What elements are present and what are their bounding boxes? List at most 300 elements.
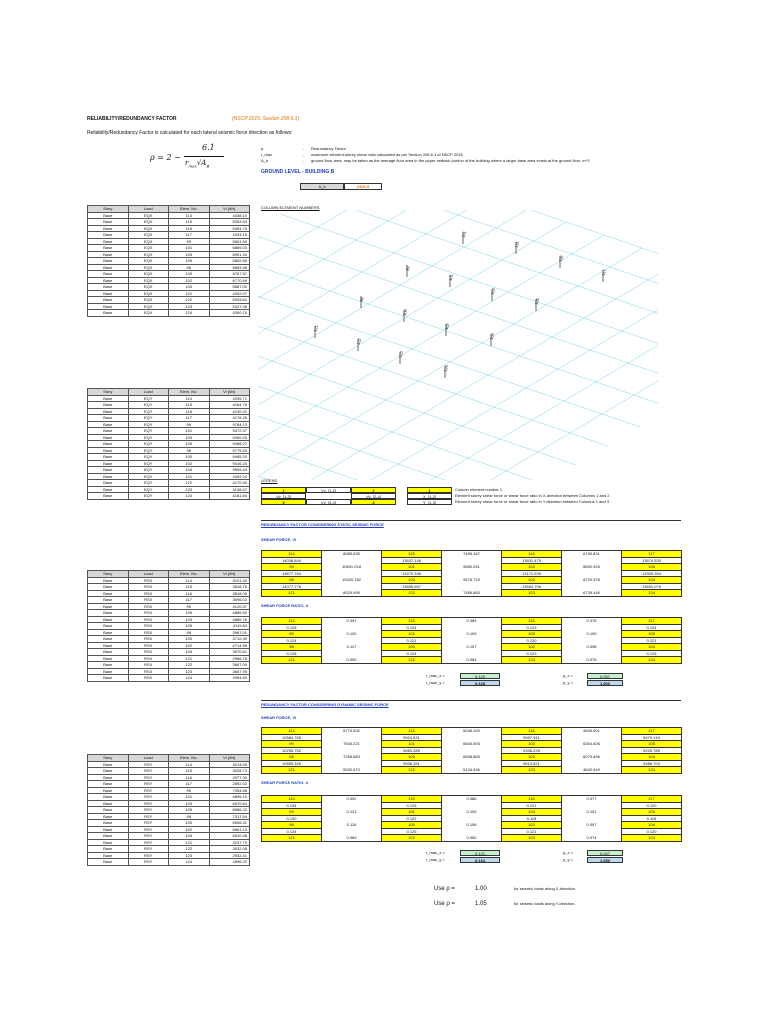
grid-cell: 9924.831 (382, 734, 442, 741)
column-label: 98 (358, 296, 365, 303)
static-divider (261, 520, 681, 521)
header-cell: Vi (kN) (209, 206, 250, 213)
table-cell: 9416.23 (209, 460, 250, 467)
table-cell: 99 (169, 603, 210, 610)
header-cell: Story (88, 206, 129, 213)
header-cell: Elem. No. (169, 389, 210, 396)
grid-cell: 13677.764 (262, 570, 322, 577)
grid-cell: 117 (622, 796, 682, 803)
table-cell: Base (88, 310, 129, 317)
grid-cell: 13305.394 (622, 570, 682, 577)
table-cell: 5327.08 (209, 303, 250, 310)
grid-line (258, 423, 384, 480)
use-rho-x-text: for seismic loads along X-direction. (514, 886, 577, 891)
table-cell: 117 (169, 781, 210, 788)
table-cell: RSX (128, 623, 169, 630)
table-cell: 122 (169, 480, 210, 487)
table-cell: Base (88, 480, 129, 487)
table-cell: 3096.02 (209, 597, 250, 604)
table-cell: RSX (128, 636, 169, 643)
table-cell: Base (88, 859, 129, 866)
grid-cell: 0.134 (262, 802, 322, 809)
table-cell: 117 (169, 415, 210, 422)
ab-label: A_b (300, 183, 344, 190)
table-cell: RSY (128, 833, 169, 840)
table-cell: 103 (169, 616, 210, 623)
table-cell: 6681.13 (209, 826, 250, 833)
grid-cell: 9660.261 (442, 564, 502, 571)
column-label: 123 (397, 350, 405, 359)
table-cell: 116 (169, 774, 210, 781)
table-cell: EQY (128, 434, 169, 441)
table-cell: 124 (169, 310, 210, 317)
table-cell: Base (88, 781, 129, 788)
grid-cell: 10420.782 (322, 577, 382, 584)
use-rho-y-label: Use ρ = (434, 901, 455, 907)
table-cell: 101 (169, 794, 210, 801)
table-cell: Base (88, 584, 129, 591)
table-cell: RSX (128, 577, 169, 584)
legend-vy13: Vy_[1-3] (261, 493, 306, 499)
table-cell: Base (88, 846, 129, 853)
table-cell: Base (88, 852, 129, 859)
dynamic-shear-title: SHEAR FORCE, Vi (261, 715, 297, 720)
table-cell: 105 (169, 623, 210, 630)
table-cell: Base (88, 590, 129, 597)
formula-denominator: $r_{max}√A_B$ (185, 159, 210, 169)
grid-cell: 0.128 (262, 650, 322, 657)
grid-cell: 4642.949 (562, 767, 622, 774)
header-cell: Load (128, 389, 169, 396)
grid-cell: 13691.075 (622, 583, 682, 590)
legend-vx34: Vx_[3-4] (306, 499, 351, 505)
dynamic-ratio-title: SHEAR FORCE RATIO, ri (261, 780, 309, 785)
table-cell: Base (88, 441, 129, 448)
column-label: 104 (488, 332, 496, 341)
table-cell: EQY (128, 460, 169, 467)
grid-cell: 115 (382, 796, 442, 803)
table-cell: EQY (128, 395, 169, 402)
table-cell: RSY (128, 781, 169, 788)
table-cell: EQX (128, 251, 169, 258)
table-cell: EQY (128, 447, 169, 454)
column-grid-view (258, 210, 658, 480)
grid-cell: 100 (382, 577, 442, 584)
table-cell: 122 (169, 662, 210, 669)
grid-line (258, 233, 658, 389)
table-cell: 2977.30 (209, 774, 250, 781)
grid-cell: 8085.635 (322, 551, 382, 558)
table-cell: Base (88, 245, 129, 252)
grid-cell: 104 (622, 577, 682, 584)
dynamic-rmax-y: 0.134 (460, 857, 500, 863)
use-rho-x-value: 1.00 (475, 886, 487, 892)
table-cell: 123 (169, 486, 210, 493)
grid-cell: 114 (262, 618, 322, 625)
grid-cell: 100 (382, 754, 442, 761)
table-cell: RSY (128, 787, 169, 794)
grid-cell: 4840.901 (562, 728, 622, 735)
grid-cell: 0.125 (382, 828, 442, 835)
grid-cell: 114 (262, 551, 322, 558)
table-cell: EQY (128, 454, 169, 461)
grid-cell: 9479.149 (622, 734, 682, 741)
table-cell: 98 (169, 629, 210, 636)
table-cell: 3970.61 (209, 649, 250, 656)
table-cell: 4295.71 (209, 395, 250, 402)
table-cell: Base (88, 616, 129, 623)
table-cell: 6896.10 (209, 794, 250, 801)
table-cell: Base (88, 290, 129, 297)
table-cell: 4181.64 (209, 493, 250, 500)
dynamic-rmax-y-label: r_max_y = (426, 857, 445, 862)
table-cell: Base (88, 212, 129, 219)
dynamic-rho-y-label: ρ_y = (563, 857, 573, 862)
grid-line (258, 328, 544, 480)
grid-cell: 14077.776 (262, 583, 322, 590)
grid-cell: 0.090 (322, 657, 382, 664)
dynamic-title: REDUNDANCY FACTOR CONSIDERING DYNAMIC SEISMIC FORCE (261, 702, 389, 707)
table-cell: EQY (128, 402, 169, 409)
static-shear-title: SHEAR FORCE, Vi (261, 537, 297, 542)
grid-cell: 13171.539 (502, 570, 562, 577)
dynamic-rho-x: 0.947 (587, 850, 623, 856)
column-label: 124 (442, 364, 450, 373)
table-cell: 101 (169, 245, 210, 252)
grid-cell: 123 (502, 657, 562, 664)
grid-cell: 8029.995 (322, 590, 382, 597)
static-rho-x-label: ρ_x = (563, 673, 573, 678)
table-cell: RSX (128, 590, 169, 597)
table-cell: EQY (128, 473, 169, 480)
grid-cell: 0.124 (262, 637, 322, 644)
legend-n3: 3 (261, 499, 306, 505)
table-cell: 123 (169, 668, 210, 675)
table-cell: 4170.40 (209, 480, 250, 487)
table-cell: RSY (128, 774, 169, 781)
grid-cell: 122 (382, 767, 442, 774)
table-cell: 104 (169, 833, 210, 840)
column-label: 103 (489, 287, 497, 296)
grid-cell: 0.092 (322, 796, 382, 803)
dynamic-rho-x-label: ρ_x = (563, 850, 573, 855)
grid-cell: 0.120 (622, 802, 682, 809)
table-cell: Base (88, 395, 129, 402)
table-cell: 101 (169, 428, 210, 435)
table-cell: 105 (169, 807, 210, 814)
grid-cell: 99 (262, 741, 322, 748)
header-cell: Vi (kN) (209, 571, 250, 578)
table-cell: Base (88, 264, 129, 271)
column-label: 122 (355, 337, 363, 346)
table-cell: Base (88, 636, 129, 643)
table-cell: 2964.83 (209, 675, 250, 682)
table-cell: Base (88, 610, 129, 617)
table-cell: Base (88, 655, 129, 662)
legend-title: LEGEND (261, 478, 278, 483)
table-cell: EQX (128, 297, 169, 304)
table-cell: Base (88, 271, 129, 278)
table-cell: Base (88, 467, 129, 474)
grid-cell: 0.091 (322, 618, 382, 625)
table-cell: 115 (169, 402, 210, 409)
grid-line (258, 271, 640, 427)
table-cell: 9775.53 (209, 447, 250, 454)
grid-cell: 102 (502, 644, 562, 651)
table-cell: RSY (128, 846, 169, 853)
grid-cell: 5774.532 (322, 728, 382, 735)
table-cell: 4885.50 (209, 610, 250, 617)
static-rmax-y: 0.128 (460, 680, 500, 686)
table-cell: 4886.76 (209, 616, 250, 623)
table-cell: EQY (128, 421, 169, 428)
table-cell: 99 (169, 787, 210, 794)
static-rho-x: 0.937 (587, 673, 623, 679)
column-label: 115 (513, 240, 521, 249)
grid-cell: 0.123 (502, 624, 562, 631)
table-cell: 100 (169, 636, 210, 643)
table-cell: EQY (128, 441, 169, 448)
table-cell: RSY (128, 826, 169, 833)
definition-row: A_b - ground floor area, may be taken as the average floor area in the upper setback portion of the building where a larger base area exists at the ground floor, m^2 (261, 158, 590, 163)
grid-cell: 105 (622, 809, 682, 816)
use-rho-y-text: for seismic loads along Y-direction. (514, 901, 576, 906)
grid-cell: 116 (502, 796, 562, 803)
legend-diagram (261, 487, 396, 511)
table-cell: Base (88, 408, 129, 415)
table-cell: 123 (169, 852, 210, 859)
table-cell: 4300.70 (209, 310, 250, 317)
table-cell: EQY (128, 493, 169, 500)
table-eqx (87, 205, 250, 317)
grid-cell: 0.123 (502, 650, 562, 657)
dynamic-shear-table (261, 727, 682, 774)
grid-cell: 102 (502, 577, 562, 584)
grid-cell: 121 (262, 835, 322, 842)
header-cell: Load (128, 206, 169, 213)
static-rho-y-label: ρ_y = (563, 680, 573, 685)
table-cell: 115 (169, 219, 210, 226)
grid-cell: 114 (262, 796, 322, 803)
table-cell: Base (88, 649, 129, 656)
grid-cell: 122 (382, 657, 442, 664)
table-cell: 105 (169, 441, 210, 448)
grid-cell: 123 (502, 767, 562, 774)
table-cell: 103 (169, 251, 210, 258)
table-cell: 116 (169, 225, 210, 232)
table-cell: RSY (128, 859, 169, 866)
grid-cell: 100 (382, 822, 442, 829)
grid-cell: 0.120 (502, 637, 562, 644)
table-cell: 4138.47 (209, 486, 250, 493)
static-shear-table (261, 550, 682, 597)
table-cell: Base (88, 629, 129, 636)
intro-text: Reliability/Redundancy Factor is calculated for each lateral seismic force direction as follows: (87, 130, 293, 136)
grid-cell: 10295.752 (262, 747, 322, 754)
grid-cell: 104 (622, 754, 682, 761)
grid-cell: 0.076 (562, 618, 622, 625)
table-cell: Base (88, 251, 129, 258)
table-cell: 98 (169, 264, 210, 271)
table-cell: Base (88, 668, 129, 675)
static-rho-y: 1.000 (587, 680, 623, 686)
grid-line (280, 214, 658, 373)
table-cell: RSY (128, 794, 169, 801)
grid-cell: 101 (382, 741, 442, 748)
legend-item: 1 Column element number 1 (407, 487, 682, 493)
table-cell: 123 (169, 303, 210, 310)
table-cell: Base (88, 642, 129, 649)
grid-cell: 115 (382, 551, 442, 558)
table-cell: 6901.34 (209, 251, 250, 258)
table-cell: 3032.08 (209, 846, 250, 853)
table-cell: 7354.68 (209, 787, 250, 794)
grid-cell: 9486.703 (622, 760, 682, 767)
table-cell: 100 (169, 820, 210, 827)
grid-cell: 121 (262, 657, 322, 664)
grid-cell: 99 (262, 809, 322, 816)
grid-cell: 5246.190 (442, 728, 502, 735)
header-cell: Story (88, 571, 129, 578)
grid-cell: 13655.557 (382, 583, 442, 590)
grid-cell: 115 (382, 618, 442, 625)
dynamic-divider (261, 700, 681, 701)
table-cell: Base (88, 258, 129, 265)
table-cell: RSY (128, 807, 169, 814)
grid-cell: 0.100 (562, 631, 622, 638)
table-cell: Base (88, 421, 129, 428)
grid-cell: 13637.146 (382, 557, 442, 564)
table-cell: 3818.05 (209, 590, 250, 597)
grid-cell: 10631.018 (322, 564, 382, 571)
table-cell: 115 (169, 584, 210, 591)
table-eqy (87, 388, 250, 500)
grid-cell: 114 (262, 728, 322, 735)
table-cell: Base (88, 284, 129, 291)
formula-numerator: 6.1 (202, 143, 215, 152)
grid-cell: 9597.941 (502, 734, 562, 741)
table-cell: 99 (169, 421, 210, 428)
table-cell: Base (88, 447, 129, 454)
table-cell: 3667.95 (209, 668, 250, 675)
table-cell: 5687.00 (209, 284, 250, 291)
table-cell: Base (88, 277, 129, 284)
table-cell: Base (88, 768, 129, 775)
table-cell: 6510.48 (209, 833, 250, 840)
grid-cell: 0.125 (622, 650, 682, 657)
legend-item: Y_[1-3] Element storey shear force or shear force ratio in Y-direction between Columns 1 and 3 (407, 499, 682, 505)
grid-cell: 0.134 (262, 828, 322, 835)
table-cell: 121 (169, 655, 210, 662)
table-cell: EQX (128, 232, 169, 239)
grid-cell: 122 (382, 835, 442, 842)
grid-cell: 121 (262, 590, 322, 597)
table-cell: 100 (169, 271, 210, 278)
grid-cell: 103 (502, 631, 562, 638)
grid-cell: 0.117 (322, 644, 382, 651)
grid-cell: 5532.670 (322, 767, 382, 774)
grid-cell: 99 (262, 631, 322, 638)
grid-row (262, 590, 682, 597)
header-cell: Elem. No. (169, 206, 210, 213)
table-cell: Base (88, 839, 129, 846)
table-cell: EQX (128, 219, 169, 226)
grid-cell: 123 (502, 590, 562, 597)
grid-cell: 102 (502, 754, 562, 761)
table-cell: Base (88, 303, 129, 310)
table-cell: Base (88, 238, 129, 245)
table-cell: EQX (128, 277, 169, 284)
grid-cell: 7265.683 (322, 754, 382, 761)
table-cell: 102 (169, 826, 210, 833)
table-cell: 4302.07 (209, 290, 250, 297)
table-cell: EQX (128, 212, 169, 219)
static-rmax-y-label: r_max_y = (426, 680, 445, 685)
table-cell: 3818.76 (209, 584, 250, 591)
grid-cell: 6079.496 (562, 754, 622, 761)
grid-cell: 103 (502, 741, 562, 748)
code-reference: (NSCP 2015, Section 208.6.1) (232, 116, 300, 122)
grid-cell: 0.076 (562, 657, 622, 664)
grid-cell: 117 (622, 728, 682, 735)
table-cell: 98 (169, 447, 210, 454)
table-cell: 9509.44 (209, 467, 250, 474)
table-cell: RSX (128, 584, 169, 591)
grid-cell: 6739.446 (562, 590, 622, 597)
table-cell: 116 (169, 590, 210, 597)
legend-vy24: Vy_[2-4] (351, 493, 396, 499)
definitions-list (261, 147, 681, 165)
table-cell: Base (88, 415, 129, 422)
table-cell: EQX (128, 245, 169, 252)
table-cell: Base (88, 794, 129, 801)
column-label: 114 (460, 230, 468, 239)
table-cell: EQX (128, 271, 169, 278)
grid-row (262, 657, 682, 664)
table-cell: 3028.73 (209, 768, 250, 775)
grid-cell: 121 (262, 767, 322, 774)
table-cell: 121 (169, 839, 210, 846)
table-cell: EQX (128, 310, 169, 317)
grid-cell: 0.130 (262, 815, 322, 822)
table-cell: 5683.48 (209, 264, 250, 271)
table-cell: Base (88, 493, 129, 500)
grid-row (262, 767, 682, 774)
table-cell: EQX (128, 284, 169, 291)
table-cell: RSY (128, 768, 169, 775)
grid-cell: 8892.926 (562, 564, 622, 571)
table-cell: Base (88, 402, 129, 409)
table-cell: Base (88, 297, 129, 304)
grid-cell: 9476.715 (442, 577, 502, 584)
grid-line (270, 274, 658, 480)
grid-cell: 0.098 (562, 644, 622, 651)
table-cell: 122 (169, 846, 210, 853)
table-cell: Base (88, 820, 129, 827)
grid-cell: 103 (502, 809, 562, 816)
table-cell: 6586.22 (209, 807, 250, 814)
grid-cell: 0.122 (382, 815, 442, 822)
grid-cell: 0.121 (502, 828, 562, 835)
column-label: 100 (401, 308, 409, 317)
table-cell: RSY (128, 820, 169, 827)
table-cell: 124 (169, 859, 210, 866)
grid-line (258, 235, 604, 480)
table-cell: EQY (128, 408, 169, 415)
grid-cell: 7540.221 (322, 741, 382, 748)
grid-cell: 0.077 (562, 796, 622, 803)
column-label: 102 (443, 322, 451, 331)
